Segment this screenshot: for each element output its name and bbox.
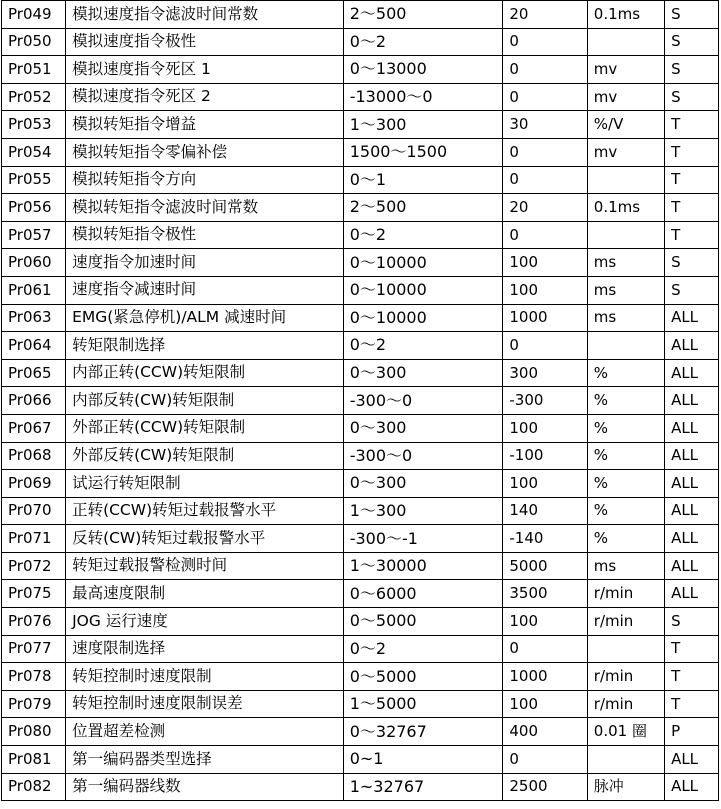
param-default: 100 — [503, 690, 587, 718]
param-code: Pr063 — [2, 304, 66, 332]
param-default: 0 — [503, 56, 587, 84]
param-unit: % — [587, 387, 664, 415]
param-code: Pr051 — [2, 56, 66, 84]
param-code: Pr056 — [2, 194, 66, 222]
param-name: 转矩控制时速度限制 — [66, 663, 344, 691]
param-range: 2～500 — [343, 194, 503, 222]
param-range: 1500～1500 — [343, 138, 503, 166]
param-unit: 0.1ms — [587, 1, 664, 29]
param-default: -300 — [503, 387, 587, 415]
param-unit: mv — [587, 56, 664, 84]
param-default: 1000 — [503, 304, 587, 332]
param-name: 外部正转(CCW)转矩限制 — [66, 414, 344, 442]
table-row — [2, 635, 719, 663]
param-unit: r/min — [587, 663, 664, 691]
param-range: 1～300 — [343, 111, 503, 139]
param-unit: ms — [587, 304, 664, 332]
param-default: -140 — [503, 525, 587, 553]
param-mode: S — [665, 608, 719, 636]
param-unit: 0.1ms — [587, 194, 664, 222]
table-row — [2, 663, 719, 691]
param-unit: % — [587, 525, 664, 553]
table-row — [2, 718, 719, 746]
param-default: 400 — [503, 718, 587, 746]
table-row — [2, 249, 719, 277]
table-row — [2, 194, 719, 222]
param-code: Pr061 — [2, 276, 66, 304]
param-name: 位置超差检测 — [66, 718, 344, 746]
param-mode: ALL — [665, 387, 719, 415]
param-mode: T — [665, 166, 719, 194]
param-name: EMG(紧急停机)/ALM 减速时间 — [66, 304, 344, 332]
param-unit: 脉冲 — [587, 773, 664, 801]
param-range: 0～5000 — [343, 663, 503, 691]
table-row — [2, 276, 719, 304]
table-row — [2, 56, 719, 84]
param-range: 0～300 — [343, 414, 503, 442]
param-default: 30 — [503, 111, 587, 139]
param-mode: T — [665, 221, 719, 249]
param-range: 1~32767 — [343, 773, 503, 801]
param-code: Pr071 — [2, 525, 66, 553]
param-mode: ALL — [665, 470, 719, 498]
param-code: Pr049 — [2, 1, 66, 29]
param-name: 外部反转(CW)转矩限制 — [66, 442, 344, 470]
param-mode: S — [665, 276, 719, 304]
param-code: Pr050 — [2, 28, 66, 56]
param-default: 0 — [503, 138, 587, 166]
param-mode: T — [665, 111, 719, 139]
param-code: Pr064 — [2, 332, 66, 360]
param-default: 0 — [503, 332, 587, 360]
param-range: 0~1 — [343, 746, 503, 774]
param-mode: ALL — [665, 332, 719, 360]
param-default: 140 — [503, 497, 587, 525]
table-row — [2, 746, 719, 774]
param-unit: r/min — [587, 690, 664, 718]
table-row — [2, 497, 719, 525]
param-code: Pr076 — [2, 608, 66, 636]
param-unit: mv — [587, 83, 664, 111]
param-mode: ALL — [665, 552, 719, 580]
param-default: 1000 — [503, 663, 587, 691]
param-unit: % — [587, 442, 664, 470]
param-code: Pr065 — [2, 359, 66, 387]
param-unit — [587, 746, 664, 774]
param-default: -100 — [503, 442, 587, 470]
param-default: 3500 — [503, 580, 587, 608]
param-mode: ALL — [665, 304, 719, 332]
param-range: -300～-1 — [343, 525, 503, 553]
param-unit — [587, 28, 664, 56]
param-name: 速度指令加速时间 — [66, 249, 344, 277]
param-code: Pr066 — [2, 387, 66, 415]
param-range: 1～5000 — [343, 690, 503, 718]
param-mode: S — [665, 1, 719, 29]
table-row — [2, 414, 719, 442]
param-code: Pr082 — [2, 773, 66, 801]
param-range: 2～500 — [343, 1, 503, 29]
param-name: 模拟转矩指令方向 — [66, 166, 344, 194]
param-code: Pr052 — [2, 83, 66, 111]
param-default: 100 — [503, 276, 587, 304]
param-code: Pr060 — [2, 249, 66, 277]
param-mode: ALL — [665, 773, 719, 801]
param-mode: S — [665, 56, 719, 84]
param-range: -13000～0 — [343, 83, 503, 111]
param-code: Pr081 — [2, 746, 66, 774]
table-row — [2, 442, 719, 470]
param-default: 100 — [503, 249, 587, 277]
table-row — [2, 83, 719, 111]
param-name: 最高速度限制 — [66, 580, 344, 608]
param-range: 0～300 — [343, 470, 503, 498]
param-code: Pr057 — [2, 221, 66, 249]
param-name: 模拟转矩指令增益 — [66, 111, 344, 139]
param-code: Pr079 — [2, 690, 66, 718]
param-range: 0～6000 — [343, 580, 503, 608]
param-default: 0 — [503, 221, 587, 249]
param-unit: mv — [587, 138, 664, 166]
param-unit: ms — [587, 249, 664, 277]
param-mode: ALL — [665, 746, 719, 774]
param-unit: % — [587, 470, 664, 498]
param-name: 转矩控制时速度限制误差 — [66, 690, 344, 718]
param-mode: ALL — [665, 580, 719, 608]
table-row — [2, 304, 719, 332]
table-row — [2, 166, 719, 194]
param-name: 转矩限制选择 — [66, 332, 344, 360]
param-range: 1～300 — [343, 497, 503, 525]
param-mode: T — [665, 663, 719, 691]
param-code: Pr054 — [2, 138, 66, 166]
param-default: 0 — [503, 83, 587, 111]
param-name: 模拟速度指令死区 2 — [66, 83, 344, 111]
param-unit: % — [587, 497, 664, 525]
param-mode: ALL — [665, 442, 719, 470]
param-name: 第一编码器类型选择 — [66, 746, 344, 774]
param-default: 0 — [503, 166, 587, 194]
param-range: 0～13000 — [343, 56, 503, 84]
param-name: 第一编码器线数 — [66, 773, 344, 801]
param-name: 模拟速度指令滤波时间常数 — [66, 1, 344, 29]
param-mode: S — [665, 83, 719, 111]
param-unit — [587, 221, 664, 249]
param-name: 试运行转矩限制 — [66, 470, 344, 498]
param-default: 0 — [503, 28, 587, 56]
param-mode: S — [665, 28, 719, 56]
parameter-table-body — [2, 1, 719, 801]
param-default: 100 — [503, 470, 587, 498]
param-code: Pr069 — [2, 470, 66, 498]
param-range: 0～300 — [343, 359, 503, 387]
param-code: Pr077 — [2, 635, 66, 663]
table-row — [2, 387, 719, 415]
table-row — [2, 111, 719, 139]
param-range: 0～10000 — [343, 276, 503, 304]
param-code: Pr055 — [2, 166, 66, 194]
param-code: Pr070 — [2, 497, 66, 525]
param-name: 模拟速度指令死区 1 — [66, 56, 344, 84]
param-name: 模拟转矩指令零偏补偿 — [66, 138, 344, 166]
param-unit: %/V — [587, 111, 664, 139]
parameter-table — [1, 0, 719, 801]
param-mode: T — [665, 194, 719, 222]
param-mode: P — [665, 718, 719, 746]
table-row — [2, 525, 719, 553]
param-code: Pr068 — [2, 442, 66, 470]
param-range: -300～0 — [343, 442, 503, 470]
param-name: 速度限制选择 — [66, 635, 344, 663]
param-unit — [587, 635, 664, 663]
param-range: 1～30000 — [343, 552, 503, 580]
param-code: Pr067 — [2, 414, 66, 442]
table-row — [2, 773, 719, 801]
param-name: 模拟速度指令极性 — [66, 28, 344, 56]
table-row — [2, 580, 719, 608]
param-range: 0～2 — [343, 28, 503, 56]
param-default: 100 — [503, 608, 587, 636]
table-row — [2, 221, 719, 249]
param-default: 20 — [503, 1, 587, 29]
param-code: Pr080 — [2, 718, 66, 746]
param-code: Pr075 — [2, 580, 66, 608]
param-default: 5000 — [503, 552, 587, 580]
table-row — [2, 470, 719, 498]
param-code: Pr072 — [2, 552, 66, 580]
table-row — [2, 359, 719, 387]
param-range: -300～0 — [343, 387, 503, 415]
param-range: 0～2 — [343, 221, 503, 249]
param-name: JOG 运行速度 — [66, 608, 344, 636]
param-range: 0～5000 — [343, 608, 503, 636]
param-name: 内部反转(CW)转矩限制 — [66, 387, 344, 415]
table-row — [2, 332, 719, 360]
param-mode: ALL — [665, 414, 719, 442]
param-range: 0～2 — [343, 635, 503, 663]
param-range: 0～1 — [343, 166, 503, 194]
param-name: 反转(CW)转矩过载报警水平 — [66, 525, 344, 553]
param-default: 0 — [503, 746, 587, 774]
param-default: 100 — [503, 414, 587, 442]
param-unit: % — [587, 359, 664, 387]
param-mode: T — [665, 690, 719, 718]
param-range: 0～2 — [343, 332, 503, 360]
param-unit: % — [587, 414, 664, 442]
param-unit — [587, 332, 664, 360]
table-row — [2, 552, 719, 580]
param-unit: 0.01 圈 — [587, 718, 664, 746]
param-name: 内部正转(CCW)转矩限制 — [66, 359, 344, 387]
param-unit: ms — [587, 276, 664, 304]
param-default: 20 — [503, 194, 587, 222]
param-unit: r/min — [587, 608, 664, 636]
param-range: 0～10000 — [343, 304, 503, 332]
param-unit: ms — [587, 552, 664, 580]
param-mode: ALL — [665, 525, 719, 553]
param-code: Pr078 — [2, 663, 66, 691]
param-range: 0～32767 — [343, 718, 503, 746]
param-mode: S — [665, 249, 719, 277]
param-default: 2500 — [503, 773, 587, 801]
table-row — [2, 608, 719, 636]
param-code: Pr053 — [2, 111, 66, 139]
param-name: 模拟转矩指令极性 — [66, 221, 344, 249]
param-mode: T — [665, 138, 719, 166]
param-unit: r/min — [587, 580, 664, 608]
param-range: 0～10000 — [343, 249, 503, 277]
param-name: 模拟转矩指令滤波时间常数 — [66, 194, 344, 222]
param-unit — [587, 166, 664, 194]
param-default: 0 — [503, 635, 587, 663]
param-mode: ALL — [665, 359, 719, 387]
table-row — [2, 28, 719, 56]
table-row — [2, 690, 719, 718]
param-default: 300 — [503, 359, 587, 387]
param-name: 速度指令减速时间 — [66, 276, 344, 304]
table-row — [2, 1, 719, 29]
param-mode: T — [665, 635, 719, 663]
param-mode: ALL — [665, 497, 719, 525]
param-name: 转矩过载报警检测时间 — [66, 552, 344, 580]
table-row — [2, 138, 719, 166]
param-name: 正转(CCW)转矩过载报警水平 — [66, 497, 344, 525]
